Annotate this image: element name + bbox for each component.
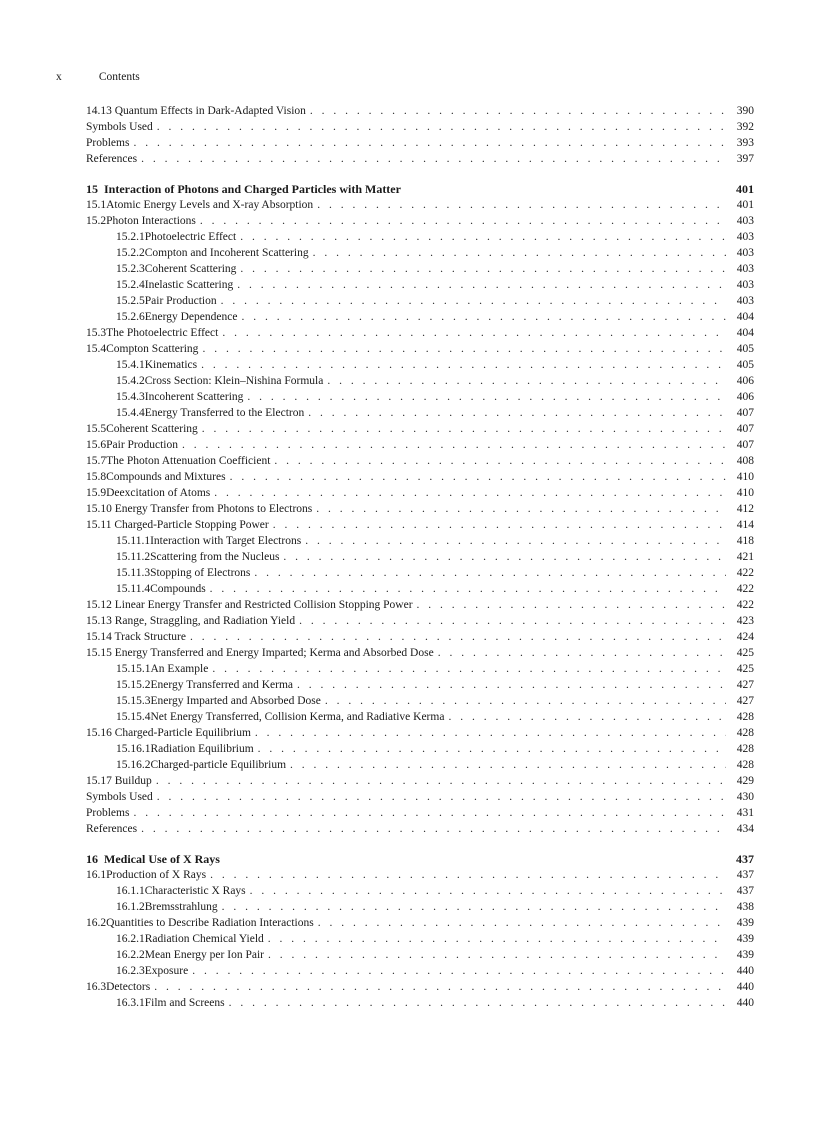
toc-entry-title: 15.10 Energy Transfer from Photons to Electrons (86, 503, 313, 515)
toc-entry-title: Energy Transferred to the Electron (144, 407, 305, 419)
toc-entry-page: 422 (736, 599, 754, 611)
toc-entry[interactable] (86, 357, 754, 373)
toc-dot-leader (268, 931, 726, 947)
toc-entry-title: 15.17 Buildup (86, 775, 152, 787)
toc-dot-leader (299, 613, 726, 629)
toc-entry-page: 405 (736, 359, 754, 371)
toc-entry[interactable] (86, 533, 754, 549)
toc-entry-number: 16.2.1 (116, 933, 145, 945)
toc-entry-page: 403 (736, 295, 754, 307)
toc-entry-page: 428 (736, 759, 754, 771)
toc-dot-leader (308, 405, 726, 421)
toc-entry[interactable] (86, 645, 754, 661)
toc-entry-number: 15.15.3 (116, 695, 151, 707)
toc-dot-leader (157, 789, 726, 805)
toc-chapter-entry[interactable] (86, 851, 754, 867)
toc-entry-number: 15.15.1 (116, 663, 151, 675)
toc-dot-leader (274, 453, 726, 469)
toc-entry-title: An Example (150, 663, 209, 675)
toc-entry-title: References (86, 823, 138, 835)
toc-entry-page: 428 (736, 711, 754, 723)
toc-entry-number: 15.4 (86, 343, 107, 355)
toc-entry-title: 15.14 Track Structure (86, 631, 186, 643)
toc-entry[interactable] (86, 867, 754, 883)
toc-dot-leader (241, 309, 726, 325)
toc-dot-leader (229, 995, 726, 1011)
toc-entry[interactable] (86, 325, 754, 341)
toc-entry-number: 16.2 (86, 917, 107, 929)
toc-dot-leader (201, 357, 726, 373)
toc-entry[interactable] (86, 309, 754, 325)
toc-entry-title: The Photon Attenuation Coefficient (106, 455, 271, 467)
toc-entry-title: Photon Interactions (106, 215, 196, 227)
toc-dot-leader (438, 645, 726, 661)
toc-entry[interactable] (86, 151, 754, 167)
toc-entry-page: 422 (736, 583, 754, 595)
toc-entry-title: Symbols Used (86, 791, 153, 803)
toc-entry[interactable] (86, 963, 754, 979)
toc-entry-page: 439 (736, 933, 754, 945)
toc-entry-page: 440 (736, 965, 754, 977)
toc-entry-title: Radiation Equilibrium (150, 743, 254, 755)
toc-entry-number: 15.4.3 (116, 391, 145, 403)
toc-entry-page: 408 (736, 455, 754, 467)
toc-dot-leader (283, 549, 726, 565)
toc-entry-number: 15.4.2 (116, 375, 145, 387)
toc-entry[interactable] (86, 883, 754, 899)
toc-entry-title: Interaction with Target Electrons (150, 535, 302, 547)
toc-entry[interactable] (86, 485, 754, 501)
toc-dot-leader (254, 565, 726, 581)
toc-entry[interactable] (86, 995, 754, 1011)
toc-entry-page: 425 (736, 647, 754, 659)
toc-dot-leader (305, 533, 726, 549)
toc-entry[interactable] (86, 517, 754, 533)
toc-entry[interactable] (86, 725, 754, 741)
toc-entry-page: 397 (736, 153, 754, 165)
toc-entry-page: 439 (736, 917, 754, 929)
toc-entry-number: 16.1 (86, 869, 107, 881)
toc-entry-number: 15.4.4 (116, 407, 145, 419)
toc-entry-title: Pair Production (144, 295, 217, 307)
toc-entry[interactable] (86, 453, 754, 469)
toc-entry-number: 16.1.2 (116, 901, 145, 913)
toc-entry-title: Cross Section: Klein–Nishina Formula (144, 375, 324, 387)
toc-entry-page: 427 (736, 679, 754, 691)
toc-entry-page: 403 (736, 263, 754, 275)
toc-entry-title: Characteristic X Rays (144, 885, 246, 897)
toc-entry-page: 393 (736, 137, 754, 149)
toc-dot-leader (317, 197, 726, 213)
toc-entry[interactable] (86, 741, 754, 757)
toc-entry-page: 403 (736, 247, 754, 259)
toc-entry-page: 403 (736, 215, 754, 227)
toc-entry[interactable] (86, 757, 754, 773)
toc-dot-leader (222, 899, 726, 915)
toc-entry-title: Stopping of Electrons (150, 567, 251, 579)
toc-entry-page: 410 (736, 487, 754, 499)
toc-entry-number: 15.11.1 (116, 535, 151, 547)
toc-dot-leader (133, 135, 726, 151)
toc-dot-leader (258, 741, 726, 757)
toc-dot-leader (255, 725, 726, 741)
toc-entry[interactable] (86, 581, 754, 597)
toc-dot-leader (202, 421, 726, 437)
toc-entry-page: 440 (736, 981, 754, 993)
toc-dot-leader (214, 485, 726, 501)
toc-dot-leader (247, 389, 726, 405)
toc-entry-number: 15.6 (86, 439, 107, 451)
table-of-contents (86, 103, 754, 1011)
toc-entry-number: 15.4.1 (116, 359, 145, 371)
toc-entry[interactable] (86, 277, 754, 293)
toc-entry-title: Coherent Scattering (144, 263, 237, 275)
toc-entry[interactable] (86, 931, 754, 947)
toc-entry-number: 16.3 (86, 981, 107, 993)
toc-dot-leader (273, 517, 726, 533)
toc-entry-title: Detectors (106, 981, 151, 993)
toc-entry-page: 403 (736, 231, 754, 243)
toc-dot-leader (448, 709, 726, 725)
toc-entry-title: 15.11 Charged-Particle Stopping Power (86, 519, 269, 531)
toc-entry-page: 405 (736, 343, 754, 355)
toc-dot-leader (156, 773, 726, 789)
toc-entry[interactable] (86, 229, 754, 245)
toc-entry-number: 15.2.1 (116, 231, 145, 243)
toc-entry-page: 410 (736, 471, 754, 483)
toc-entry-page: 431 (736, 807, 754, 819)
toc-entry-title: Compounds and Mixtures (106, 471, 226, 483)
toc-entry[interactable] (86, 261, 754, 277)
toc-entry-title: Charged-particle Equilibrium (150, 759, 287, 771)
toc-entry-title: Problems (86, 137, 130, 149)
toc-entry-page: 406 (736, 375, 754, 387)
toc-dot-leader (297, 677, 726, 693)
toc-entry-page: 424 (736, 631, 754, 643)
toc-entry[interactable] (86, 405, 754, 421)
toc-entry-title: Compton Scattering (106, 343, 199, 355)
toc-entry-title: Photoelectric Effect (144, 231, 237, 243)
toc-entry[interactable] (86, 821, 754, 837)
toc-dot-leader (310, 103, 726, 119)
toc-entry-page: 440 (736, 997, 754, 1009)
toc-entry-title: Quantities to Describe Radiation Interactions (106, 917, 314, 929)
toc-entry[interactable] (86, 597, 754, 613)
toc-entry-title: Energy Dependence (144, 311, 238, 323)
toc-dot-leader (141, 821, 726, 837)
toc-entry-number: 16.2.3 (116, 965, 145, 977)
toc-dot-leader (240, 229, 726, 245)
toc-entry-title: Radiation Chemical Yield (144, 933, 264, 945)
toc-entry-page: 404 (736, 311, 754, 323)
toc-entry-page: 437 (736, 852, 754, 866)
toc-entry-title: Medical Use of X Rays (104, 852, 220, 866)
toc-entry-number: 15.2.2 (116, 247, 145, 259)
toc-entry-title: 15.16 Charged-Particle Equilibrium (86, 727, 251, 739)
page-number: x (56, 71, 62, 83)
running-title: Contents (98, 71, 140, 83)
toc-entry-page: 428 (736, 743, 754, 755)
toc-dot-leader (318, 915, 726, 931)
toc-entry[interactable] (86, 899, 754, 915)
toc-dot-leader (182, 437, 726, 453)
toc-entry[interactable] (86, 773, 754, 789)
toc-entry-page: 406 (736, 391, 754, 403)
toc-entry-number: 15.2.5 (116, 295, 145, 307)
toc-entry-title: Symbols Used (86, 121, 153, 133)
toc-entry-title: Pair Production (106, 439, 178, 451)
toc-entry-page: 429 (736, 775, 754, 787)
toc-entry-page: 401 (736, 182, 754, 196)
toc-entry-title: Bremsstrahlung (144, 901, 218, 913)
toc-entry[interactable] (86, 373, 754, 389)
toc-dot-leader (221, 293, 726, 309)
toc-entry-page: 392 (736, 121, 754, 133)
toc-entry[interactable] (86, 629, 754, 645)
toc-entry-page: 437 (736, 869, 754, 881)
toc-entry[interactable] (86, 389, 754, 405)
toc-entry-number: 15 (86, 182, 98, 196)
toc-entry-page: 425 (736, 663, 754, 675)
toc-entry-number: 15.2 (86, 215, 107, 227)
toc-entry[interactable] (86, 693, 754, 709)
toc-entry[interactable] (86, 213, 754, 229)
toc-entry-page: 407 (736, 423, 754, 435)
toc-entry-page: 404 (736, 327, 754, 339)
toc-entry-number: 15.16.1 (116, 743, 151, 755)
toc-entry-number: 15.1 (86, 199, 107, 211)
toc-entry-number: 15.15.4 (116, 711, 151, 723)
toc-entry-number: 16 (86, 852, 98, 866)
toc-dot-leader (200, 213, 726, 229)
toc-entry-page: 412 (736, 503, 754, 515)
toc-entry-number: 15.2.6 (116, 311, 145, 323)
toc-dot-leader (212, 661, 726, 677)
toc-dot-leader (210, 867, 726, 883)
toc-entry-number: 15.11.3 (116, 567, 151, 579)
toc-entry-number: 15.7 (86, 455, 107, 467)
toc-dot-leader (133, 805, 726, 821)
toc-entry-title: Film and Screens (144, 997, 225, 1009)
toc-entry[interactable] (86, 677, 754, 693)
toc-entry-page: 418 (736, 535, 754, 547)
toc-dot-leader (190, 629, 726, 645)
toc-entry-title: Net Energy Transferred, Collision Kerma, and Radiative Kerma (150, 711, 445, 723)
toc-chapter-entry[interactable] (86, 181, 754, 197)
toc-entry-title: Energy Imparted and Absorbed Dose (150, 695, 321, 707)
toc-entry[interactable] (86, 135, 754, 151)
toc-entry-page: 439 (736, 949, 754, 961)
toc-entry[interactable] (86, 565, 754, 581)
toc-entry-page: 428 (736, 727, 754, 739)
toc-dot-leader (237, 277, 726, 293)
toc-entry-number: 15.11.2 (116, 551, 151, 563)
toc-entry-title: 15.15 Energy Transferred and Energy Imparted; Kerma and Absorbed Dose (86, 647, 434, 659)
toc-dot-leader (154, 979, 726, 995)
toc-entry-title: Incoherent Scattering (144, 391, 244, 403)
toc-entry[interactable] (86, 661, 754, 677)
toc-dot-leader (268, 947, 726, 963)
toc-entry-page: 437 (736, 885, 754, 897)
toc-entry-number: 15.5 (86, 423, 107, 435)
toc-dot-leader (192, 963, 726, 979)
toc-entry-page: 401 (736, 199, 754, 211)
toc-entry-number: 15.16.2 (116, 759, 151, 771)
toc-entry[interactable] (86, 197, 754, 213)
toc-entry-page: 423 (736, 615, 754, 627)
toc-entry[interactable] (86, 119, 754, 135)
toc-entry-title: Deexcitation of Atoms (106, 487, 211, 499)
toc-entry-page: 407 (736, 439, 754, 451)
toc-dot-leader (230, 469, 726, 485)
toc-entry-title: Atomic Energy Levels and X-ray Absorption (106, 199, 314, 211)
toc-entry-title: Mean Energy per Ion Pair (144, 949, 264, 961)
toc-entry-title: Coherent Scattering (106, 423, 198, 435)
toc-dot-leader (327, 373, 726, 389)
toc-entry-title: Scattering from the Nucleus (150, 551, 280, 563)
toc-entry-title: Production of X Rays (106, 869, 207, 881)
toc-entry[interactable] (86, 501, 754, 517)
toc-entry-number: 16.1.1 (116, 885, 145, 897)
toc-entry-title: Exposure (144, 965, 189, 977)
toc-entry[interactable] (86, 469, 754, 485)
toc-entry-page: 414 (736, 519, 754, 531)
toc-entry[interactable] (86, 709, 754, 725)
toc-entry-number: 15.2.3 (116, 263, 145, 275)
toc-entry[interactable] (86, 293, 754, 309)
toc-entry-title: Problems (86, 807, 130, 819)
toc-entry-number: 15.2.4 (116, 279, 145, 291)
toc-entry-title: Energy Transferred and Kerma (150, 679, 294, 691)
toc-dot-leader (316, 501, 726, 517)
toc-entry[interactable] (86, 437, 754, 453)
toc-entry-title: Compton and Incoherent Scattering (144, 247, 309, 259)
toc-entry-title: Interaction of Photons and Charged Particles with Matter (104, 182, 401, 196)
toc-entry-title: 14.13 Quantum Effects in Dark-Adapted Vision (86, 105, 306, 117)
toc-dot-leader (417, 597, 726, 613)
toc-entry-number: 16.2.2 (116, 949, 145, 961)
toc-dot-leader (290, 757, 726, 773)
toc-entry[interactable] (86, 103, 754, 119)
toc-entry-page: 430 (736, 791, 754, 803)
toc-entry-page: 421 (736, 551, 754, 563)
toc-entry-title: Kinematics (144, 359, 198, 371)
toc-entry-title: Inelastic Scattering (144, 279, 234, 291)
toc-entry-title: 15.13 Range, Straggling, and Radiation Yield (86, 615, 296, 627)
toc-dot-leader (222, 325, 726, 341)
toc-entry-page: 434 (736, 823, 754, 835)
running-header (56, 71, 140, 83)
toc-entry[interactable] (86, 613, 754, 629)
toc-entry-number: 15.8 (86, 471, 107, 483)
toc-entry[interactable] (86, 915, 754, 931)
toc-dot-leader (313, 245, 726, 261)
toc-entry[interactable] (86, 341, 754, 357)
toc-entry-number: 16.3.1 (116, 997, 145, 1009)
toc-entry-page: 390 (736, 105, 754, 117)
toc-entry-page: 403 (736, 279, 754, 291)
toc-entry-title: 15.12 Linear Energy Transfer and Restricted Collision Stopping Power (86, 599, 413, 611)
toc-dot-leader (250, 883, 726, 899)
toc-entry-page: 427 (736, 695, 754, 707)
toc-dot-leader (202, 341, 726, 357)
toc-entry[interactable] (86, 421, 754, 437)
toc-entry[interactable] (86, 979, 754, 995)
toc-entry-number: 15.3 (86, 327, 107, 339)
toc-dot-leader (240, 261, 726, 277)
toc-entry-title: Compounds (150, 583, 206, 595)
toc-entry-number: 15.15.2 (116, 679, 151, 691)
toc-entry-title: References (86, 153, 138, 165)
toc-entry[interactable] (86, 549, 754, 565)
toc-entry-page: 422 (736, 567, 754, 579)
toc-dot-leader (157, 119, 726, 135)
toc-entry-page: 407 (736, 407, 754, 419)
toc-entry-page: 438 (736, 901, 754, 913)
toc-entry-number: 15.11.4 (116, 583, 151, 595)
toc-entry[interactable] (86, 805, 754, 821)
toc-entry[interactable] (86, 947, 754, 963)
toc-entry-title: The Photoelectric Effect (106, 327, 219, 339)
toc-entry[interactable] (86, 245, 754, 261)
toc-entry[interactable] (86, 789, 754, 805)
toc-dot-leader (325, 693, 726, 709)
toc-dot-leader (141, 151, 726, 167)
toc-dot-leader (210, 581, 726, 597)
toc-entry-number: 15.9 (86, 487, 107, 499)
